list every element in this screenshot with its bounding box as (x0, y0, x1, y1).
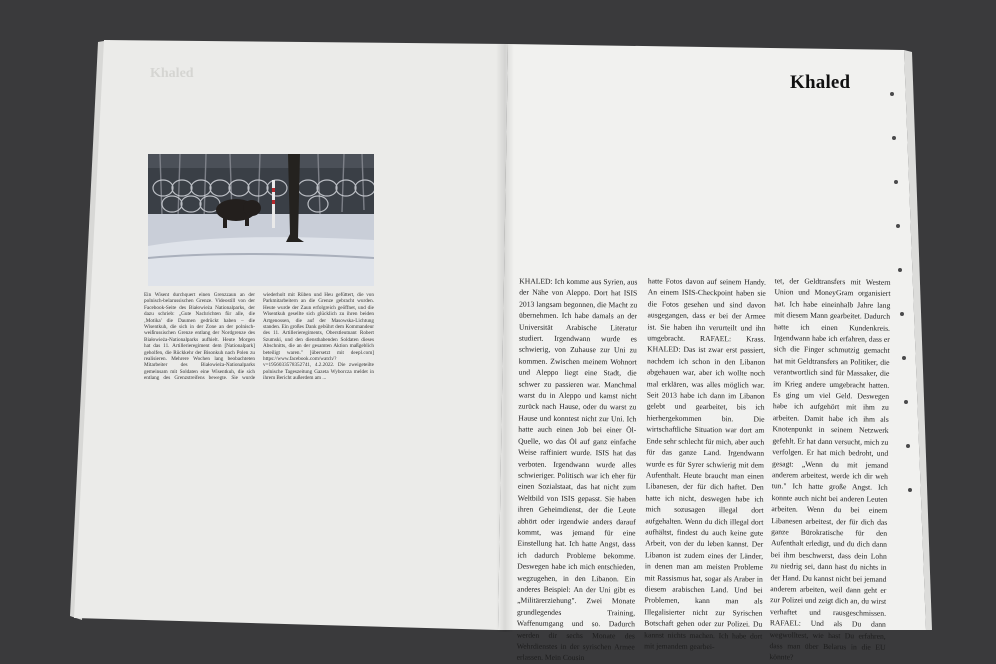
interview-column-3: tet, der Geldtransfers mit Western Union und MoneyGram organisiert hat. Ich habe eineinhalb Jahre lang mit diesem Mann gearbeitet. Dadurch hatte ich einen Kundenkreis. Irgendwann habe ich erfahren, dass er sich die Finger schmutzig gemacht hat mit Geldtransfers an Politiker, die verantwortlich sind für Massaker, die im Krieg andere umgebracht hatten. Es ging um viel Geld. Deswegen habe ich aufgehört mit ihm zu arbeiten. Damit habe ich ihm als Knotenpunkt in seinem Netzwerk gefehlt. Er hat dann versucht, mich zu verfolgen. Er hat mich bedroht, und gesagt: „Wenn du mit jemand anderem arbeitest, werde ich dir weh tun." Ich hatte große Angst. Ich konnte auch nicht bei anderen Leuten arbeiten. Wenn du bei einem Libanesen arbeitest, der für dich das ganze Bürokratische für den Aufenthalt erledigt, und du dich dann bei ihm beschwerst, dass dein Lohn zu niedrig sei, dann hast du nichts in der Hand. Du kannst nicht bei jemand anderem arbeiten, weil dann geht er zur Polizei und zeigt dich an, du wirst verhaftet und rausgeschmissen. RAFAEL: Und als Du dann wegwolltest, wie hast Du erfahren, dass man über Belarus in die EU könnte? (769, 276, 891, 662)
article-title: Khaled (790, 72, 851, 93)
interview-column-1: KHALED: Ich komme aus Syrien, aus der Nähe von Aleppo. Dort hat ISIS 2013 langsam begonnen, die Macht zu übernehmen. Ich habe damals an der Universität Arabische Literatur studiert. Irgendwann wurde es schwierig, von Zuhause zur Uni zu kommen. Zwischen meinem Wohnort und Aleppo liegt eine Stadt, die schwer zu passieren war. Manchmal warst du in Aleppo und kamst nicht zurück nach Hause, oder du warst zu Hause und konntest nicht zur Uni. Ich hatte auch einen Job bei einer Öl-Quelle, wo das Öl auf ganz einfache Weise raffiniert wurde. ISIS hat das verboten. Irgendwann wurde alles schwieriger. Politisch war ich eher für einen Sozialstaat, das hat nicht zum Weltbild von ISIS gepasst. Sie haben ihren Geheimdienst, der die Leute abhört oder irgendwie anders darauf kommt, was jemand für eine Einstellung hat. Ich hatte Angst, dass ich dadurch Probleme bekomme. Deswegen habe ich mich entschieden, wegzugehen, in den Libanon. Ein anderes Beispiel: An der Uni gibt es „Militärerziehung". Zwei Monate grundlegendes Training, Waffenumgang und so. Dadurch werden dir sechs Monate des Wehrdienstes in der syrischen Armee erlassen. Mein Cousin (516, 276, 638, 663)
interview-column-2: hatte Fotos davon auf seinem Handy. An einem ISIS-Checkpoint haben sie die Fotos gesehen und sind davon ausgegangen, dass er bei der Armee ist. Sie haben ihn verurteilt und ihn umgebracht. RAFAEL: Krass. KHALED: Das ist zwar erst passiert, nachdem ich schon in den Libanon abgehauen war, aber ich wollte noch mal erklären, was alles möglich war. Seit 2013 habe ich dann im Libanon gelebt und gearbeitet, bis ich hierhergekommen bin. Die wirtschaftliche Situation war dort am Ende sehr schlecht für mich, aber auch für das ganze Land. Irgendwann wurde es für Syrer schwierig mit dem Aufenthalt. Heute braucht man einen Libanesen, der für dich haftet. Den hatte ich nicht, deswegen habe ich mich sozusagen illegal dort aufgehalten. Wenn du dich illegal dort aufhältst, findest du auch keine gute Arbeit, von der du leben kannst. Der Libanon ist zudem eines der Länder, in denen man am meisten Probleme mit Rassismus hat, sogar als Araber in diesem arabischen Land. Und bei Problemen, kann man als Illegalisierter nicht zur Syrischen Botschaft gehen oder zur Polizei. Du kannst nichts machen. Ich habe dort mit jemandem gearbei- (644, 276, 766, 652)
book-gutter (496, 44, 514, 632)
photo-caption: Ein Wisent durchquert einen Grenzzaun an der polnisch-belarussischen Grenze. Videostill von der Facebook-Seite des Białowieża Nationalparks, der dazu schrieb: „Gute Nachrichten für alle, die ‚Motika' die Daumen gedrückt haben – die Wisentkuh, die sich in der Zone an der polnisch-weißrussischen Grenze entlang der Nordgrenze des Białowieża-Nationalparks aufhielt. Heute Morgen hat das 11. Artillerieregiment dem [Nationalpark] geholfen, die Rückkehr der Bisonkuh nach Polen zu realisieren. Mehrere Wochen lang beobachteten Mitarbeiter des Białowieża-Nationalparks gemeinsam mit Soldaten eine Wisentkuh, die sich entlang des Grenzstreifens bewegte. Sie wurde wiederholt mit Rüben und Heu gefüttert, die von Parkmitarbeitern an die Grenze gebracht wurden. Heute wurde der Zaun erfolgreich geöffnet, und die Wisentkuh gesellte sich glücklich zu ihren beiden Artgenossen, die auf der Masowska-Lichtung standen. Ein großes Dank gebührt dem Kommandeur des 11. Artillerieregiments, Oberstleutnant Robert Szumski, und den diensthabenden Soldaten dieses Abschnitts, die an der gesamten Aktion maßgeblich beteiligt waren." [übersetzt mit deepl.com] https://www.facebook.com/watch/?v=1956033578352741, 4.2.2022. Die zweigeteilte polnische Tageszeitung Gazeta Wyborcza meldet in ihrem Bericht außerdem am ... (144, 292, 374, 382)
photo-drawing (148, 154, 374, 286)
ghost-header-text: Khaled (150, 66, 194, 81)
bison-border-photo (148, 154, 374, 286)
